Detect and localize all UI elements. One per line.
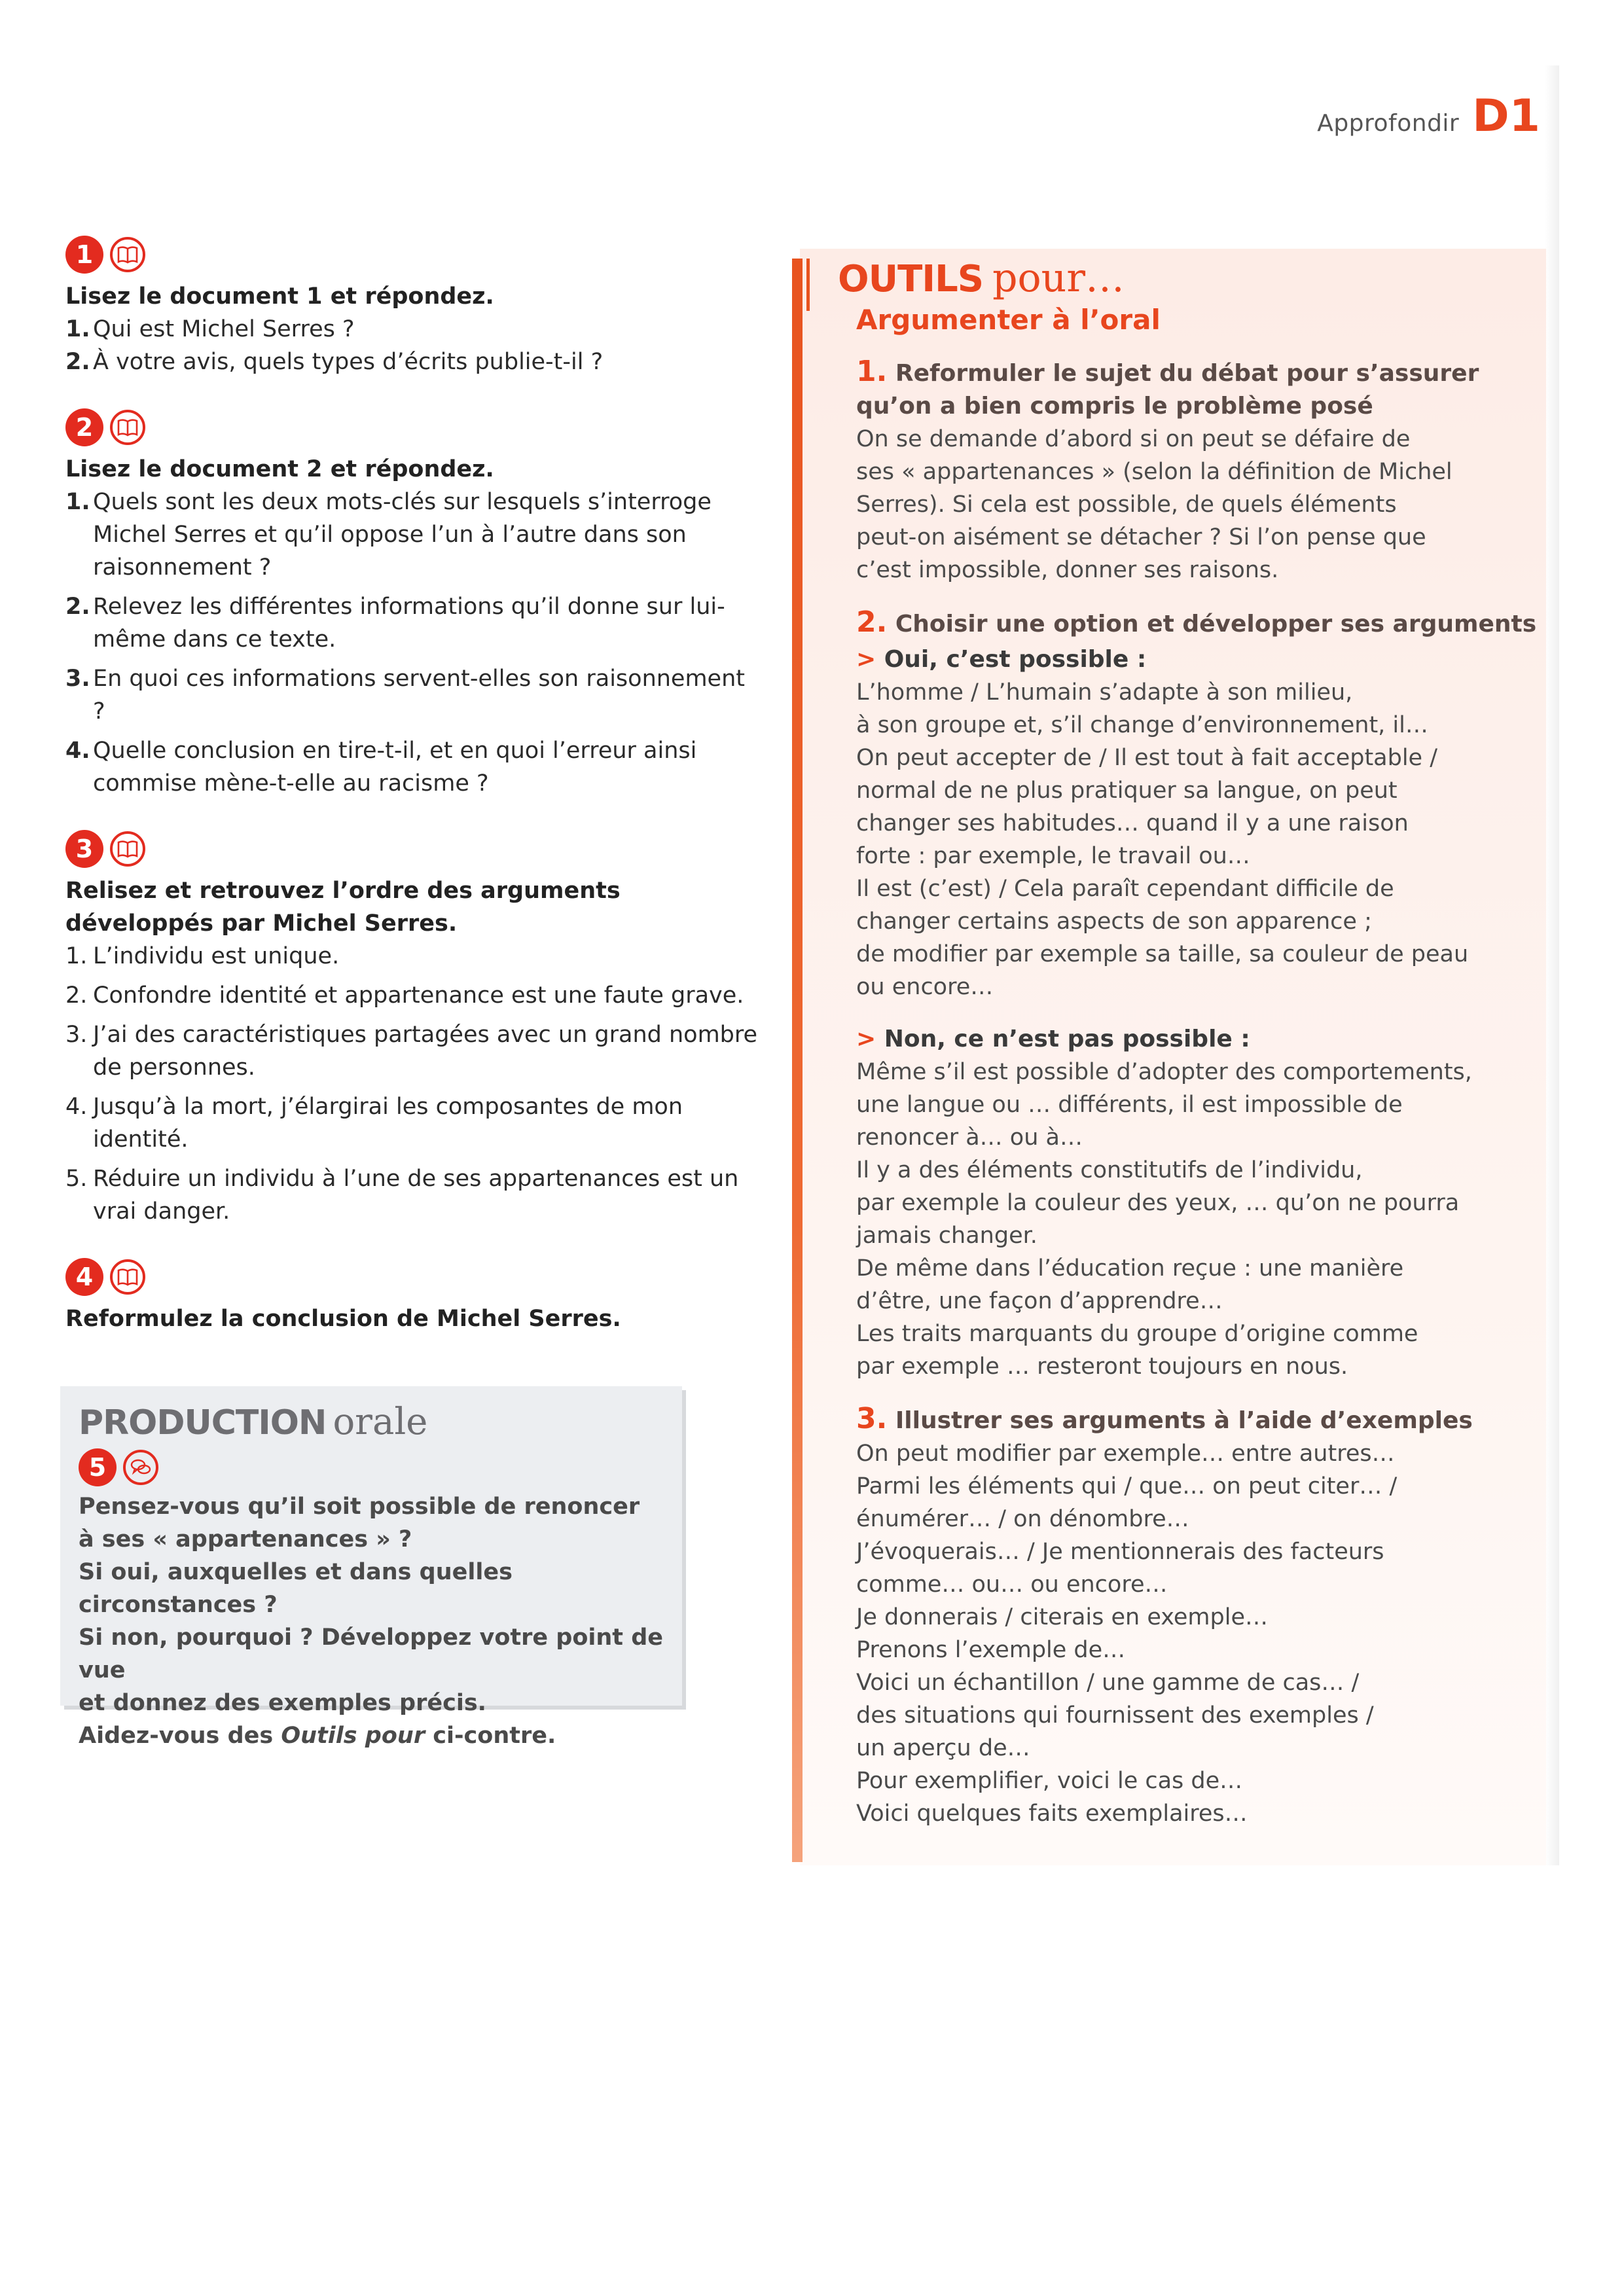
outils-line: changer ses habitudes… quand il y a une raison: [856, 810, 1409, 836]
exercise-number-badge: 1: [65, 236, 103, 274]
section-heading: qu’on a bien compris le problème posé: [856, 393, 1373, 420]
production-line: à ses « appartenances » ?: [79, 1526, 412, 1552]
outils-title-sub: pour…: [992, 255, 1125, 301]
section-heading-text: Choisir une option et développer ses arguments: [887, 611, 1537, 637]
outils-line: On peut accepter de / Il est tout à fait acceptable /: [856, 745, 1438, 771]
outils-line: changer certains aspects de son apparence ;: [856, 908, 1372, 935]
section-number: 3.: [856, 1402, 888, 1435]
section-code: D1: [1472, 90, 1540, 142]
option-oui-label: [856, 643, 1538, 676]
production-text: Aidez-vous des: [79, 1723, 281, 1749]
exercise-1: [65, 236, 759, 378]
outils-line: Voici quelques faits exemplaires…: [856, 1801, 1248, 1827]
production-line: Si non, pourquoi ? Développez votre point de vue: [79, 1624, 663, 1683]
exercise-4: [65, 1258, 759, 1335]
production-line: [79, 1719, 664, 1752]
section-heading-text: Reformuler le sujet du débat pour s’assurer: [887, 360, 1479, 387]
spacer: [856, 1003, 1538, 1020]
outils-section-1: [856, 355, 1538, 586]
production-title-main: PRODUCTION: [79, 1403, 327, 1443]
exercise-header: [65, 1258, 759, 1296]
question-number: 2.: [65, 349, 90, 375]
outils-line: J’évoquerais… / Je mentionnerais des facteurs: [856, 1539, 1384, 1565]
outils-line: Serres). Si cela est possible, de quels éléments: [856, 492, 1397, 518]
question: [65, 346, 759, 378]
outils-line: par exemple la couleur des yeux, … qu’on ne pourra: [856, 1190, 1460, 1216]
outils-line: ses « appartenances » (selon la définition de Michel: [856, 459, 1453, 485]
exercise-number-badge: 2: [65, 408, 103, 446]
question-number: 5.: [65, 1166, 88, 1192]
question-number: 3.: [65, 1022, 88, 1048]
question: [65, 734, 759, 800]
book-icon: [110, 410, 145, 445]
question-number: 3.: [65, 666, 90, 692]
outils-subtitle: Argumenter à l’oral: [856, 304, 1161, 336]
outils-line: forte : par exemple, le travail ou…: [856, 843, 1250, 869]
outils-line: peut-on aisément se détacher ? Si l’on pense que: [856, 524, 1426, 550]
page-edge-shadow: [1545, 65, 1559, 1865]
outils-section-2: [856, 606, 1538, 1383]
exercises-column: [65, 236, 759, 1365]
chevron-right-icon: >: [856, 646, 884, 673]
outils-title-main: OUTILS: [838, 258, 984, 300]
outils-line: L’homme / L’humain s’adapte à son milieu,: [856, 679, 1353, 706]
question: [65, 590, 759, 656]
outils-line: à son groupe et, s’il change d’environnement, il…: [856, 712, 1428, 738]
exercise-number-badge: 4: [65, 1258, 103, 1296]
question-number: 1.: [65, 316, 90, 342]
outils-line: normal de ne plus pratiquer sa langue, on peut: [856, 778, 1398, 804]
book-icon: [110, 237, 145, 272]
exercise-2: [65, 408, 759, 800]
outils-title: [838, 255, 1538, 301]
question-text: En quoi ces informations servent-elles son raisonnement ?: [93, 666, 745, 725]
exercise-instruction: Lisez le document 2 et répondez.: [65, 456, 494, 482]
question-number: 2.: [65, 594, 90, 620]
outils-line: renoncer à… ou à…: [856, 1124, 1083, 1151]
production-title-sub: orale: [333, 1401, 428, 1443]
outils-section-3: [856, 1403, 1538, 1830]
section-heading: [856, 606, 1538, 641]
question-number: 1.: [65, 489, 90, 515]
question-text: Relevez les différentes informations qu’il donne sur lui-même dans ce texte.: [93, 594, 725, 653]
book-icon: [110, 831, 145, 867]
question: [65, 486, 759, 584]
production-line: Pensez-vous qu’il soit possible de renoncer: [79, 1494, 640, 1520]
outils-line: Il est (c’est) / Cela paraît cependant difficile de: [856, 876, 1394, 902]
question-text: Quelle conclusion en tire-t-il, et en quoi l’erreur ainsi commise mène-t-elle au racisme ?: [93, 738, 697, 797]
exercise-instruction: Relisez et retrouvez l’ordre des arguments développés par Michel Serres.: [65, 878, 621, 937]
outils-line: On se demande d’abord si on peut se défaire de: [856, 426, 1411, 452]
book-icon: [110, 1259, 145, 1295]
outils-accent-bar: [792, 259, 803, 1862]
outils-line: comme… ou… ou encore…: [856, 1571, 1168, 1598]
section-number: 2.: [856, 605, 888, 639]
outils-line: Les traits marquants du groupe d’origine comme: [856, 1321, 1418, 1347]
outils-line: De même dans l’éducation reçue : une manière: [856, 1255, 1404, 1282]
exercise-3: [65, 830, 759, 1228]
outils-line: Même s’il est possible d’adopter des comportements,: [856, 1059, 1472, 1085]
question: [65, 1162, 759, 1228]
section-heading-text: Illustrer ses arguments à l’aide d’exemples: [887, 1407, 1473, 1434]
outils-line: par exemple … resteront toujours en nous.: [856, 1354, 1348, 1380]
outils-line: c’est impossible, donner ses raisons.: [856, 557, 1279, 583]
production-orale-box: [60, 1386, 682, 1749]
production-text: ci-contre.: [425, 1723, 556, 1749]
outils-panel: [838, 255, 1538, 1830]
exercise-header: [65, 408, 759, 446]
chevron-right-icon: >: [856, 1026, 884, 1052]
production-line: et donnez des exemples précis.: [79, 1690, 486, 1716]
exercise-number-badge: 3: [65, 830, 103, 868]
outils-line: énumérer… / on dénombre…: [856, 1506, 1189, 1532]
outils-line: Voici un échantillon / une gamme de cas… /: [856, 1670, 1360, 1696]
question-number: 2.: [65, 982, 88, 1009]
exercise-number-badge: 5: [79, 1448, 117, 1486]
production-title: [79, 1401, 664, 1443]
question: [65, 1090, 759, 1156]
production-line: Si oui, auxquelles et dans quelles circonstances ?: [79, 1559, 513, 1618]
section-heading: [856, 355, 1538, 390]
production-emphasis: Outils pour: [281, 1723, 425, 1749]
option-label-text: Oui, c’est possible :: [884, 646, 1147, 673]
exercise-instruction: Lisez le document 1 et répondez.: [65, 283, 494, 310]
question-number: 4.: [65, 738, 90, 764]
outils-line: Il y a des éléments constitutifs de l’individu,: [856, 1157, 1363, 1183]
question-number: 4.: [65, 1094, 88, 1120]
section-number: 1.: [856, 355, 888, 388]
outils-line: jamais changer.: [856, 1223, 1038, 1249]
outils-line: une langue ou … différents, il est impossible de: [856, 1092, 1403, 1118]
outils-line: Je donnerais / citerais en exemple…: [856, 1604, 1268, 1630]
question-text: J’ai des caractéristiques partagées avec un grand nombre de personnes.: [93, 1022, 758, 1081]
outils-line: ou encore…: [856, 974, 994, 1000]
exercise-header: [65, 830, 759, 868]
outils-line: d’être, une façon d’apprendre…: [856, 1288, 1223, 1314]
question-text: L’individu est unique.: [93, 943, 340, 969]
exercise-instruction: Reformulez la conclusion de Michel Serres.: [65, 1306, 621, 1332]
question: [65, 1018, 759, 1084]
outils-line: Parmi les éléments qui / que… on peut citer… /: [856, 1473, 1398, 1499]
outils-line: des situations qui fournissent des exemples /: [856, 1702, 1374, 1729]
outils-line: Prenons l’exemple de…: [856, 1637, 1126, 1663]
outils-line: Pour exemplifier, voici le cas de…: [856, 1768, 1243, 1794]
exercise-header: [79, 1448, 664, 1486]
question: [65, 979, 759, 1012]
outils-line: de modifier par exemple sa taille, sa couleur de peau: [856, 941, 1469, 967]
question-text: À votre avis, quels types d’écrits publie-t-il ?: [93, 349, 604, 375]
exercise-header: [65, 236, 759, 274]
section-label: Approfondir: [1317, 110, 1460, 137]
question: [65, 313, 759, 346]
production-instruction: [79, 1490, 664, 1752]
question-number: 1.: [65, 943, 88, 969]
outils-accent-tick: [806, 259, 810, 311]
question-text: Quels sont les deux mots-clés sur lesquels s’interroge Michel Serres et qu’il oppose l’un à l’autre dans son raisonnement ?: [93, 489, 712, 581]
option-label-text: Non, ce n’est pas possible :: [884, 1026, 1250, 1052]
question-text: Réduire un individu à l’une de ses appartenances est un vrai danger.: [93, 1166, 739, 1225]
outils-line: On peut modifier par exemple… entre autres…: [856, 1441, 1395, 1467]
question-text: Confondre identité et appartenance est une faute grave.: [93, 982, 744, 1009]
question-text: Qui est Michel Serres ?: [93, 316, 355, 342]
speech-bubbles-icon: [123, 1450, 158, 1485]
outils-line: un aperçu de…: [856, 1735, 1030, 1761]
question-text: Jusqu’à la mort, j’élargirai les composantes de mon identité.: [93, 1094, 683, 1153]
section-heading: [856, 1403, 1538, 1437]
question: [65, 662, 759, 728]
page-header: [1317, 90, 1540, 142]
option-non-label: [856, 1023, 1538, 1056]
question: [65, 940, 759, 973]
